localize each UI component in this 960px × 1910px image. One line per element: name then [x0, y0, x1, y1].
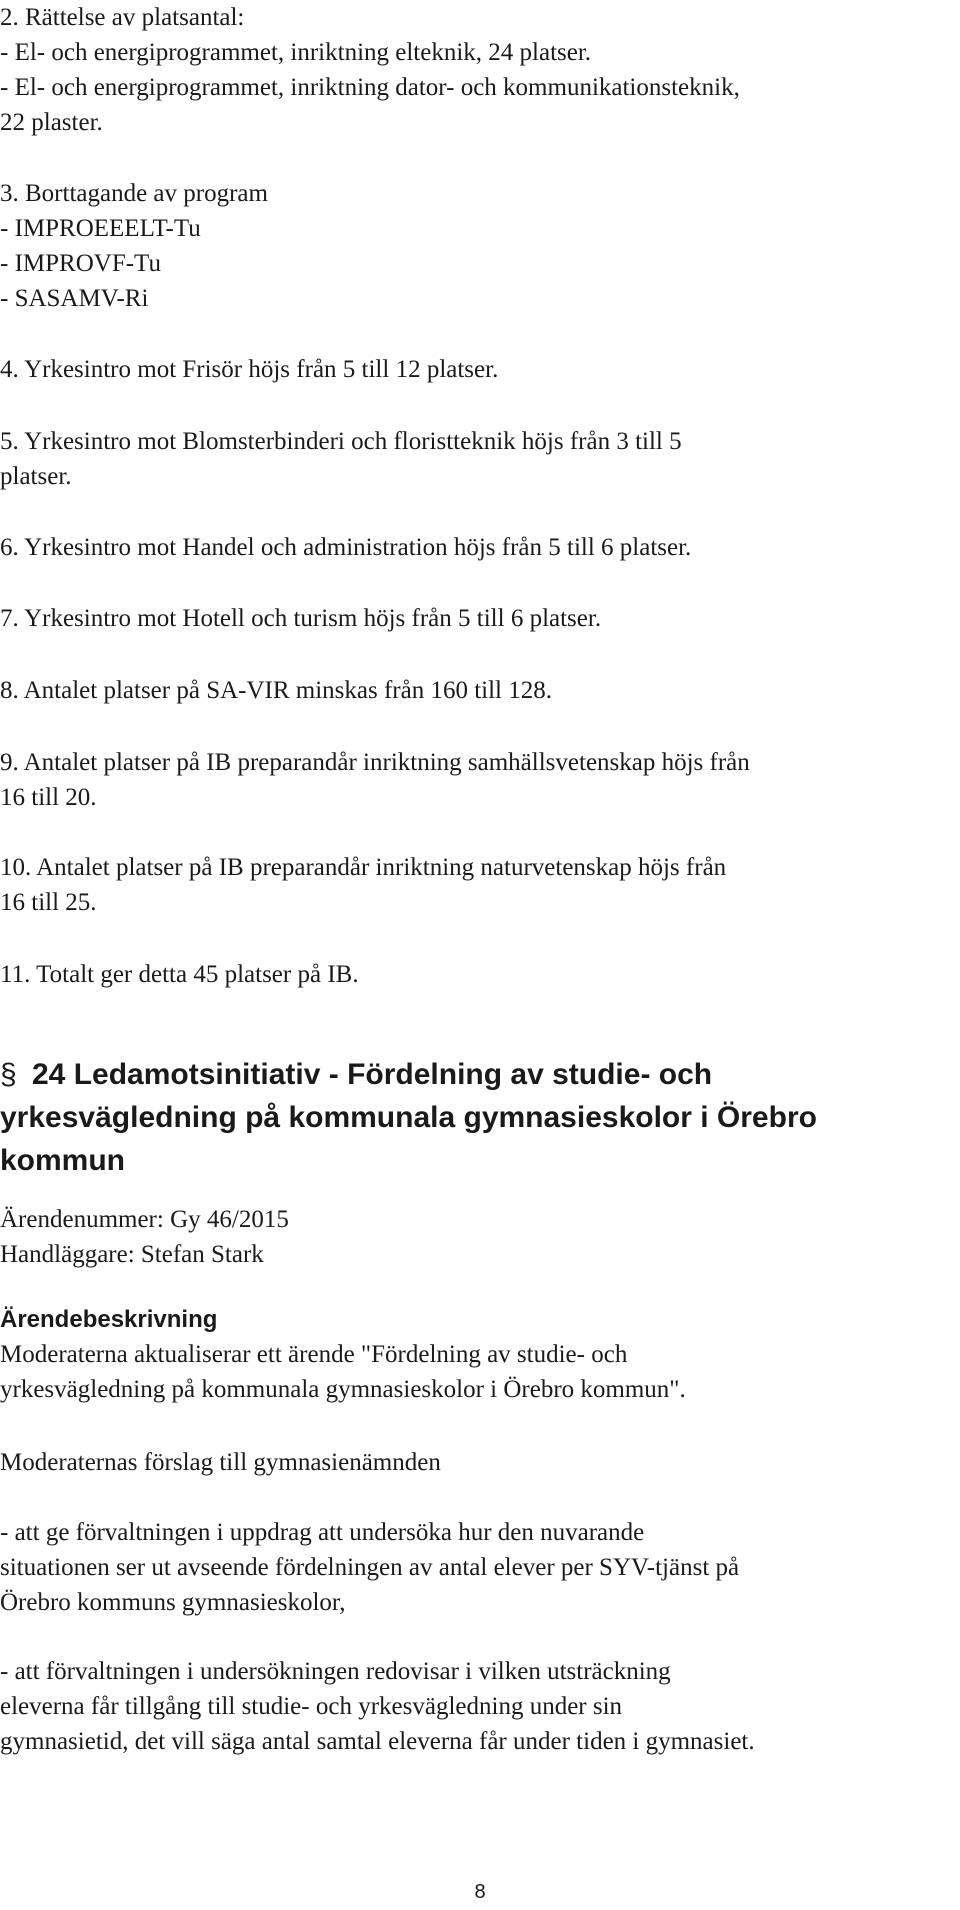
proposal-line: eleverna får tillgång till studie- och yrkesvägledning under sin	[0, 1693, 623, 1720]
case-description	[0, 1302, 940, 1407]
proposal-line: situationen ser ut avseende fördelningen av antal elever per SYV-tjänst på	[0, 1554, 740, 1581]
item-2-title: 2. Rättelse av platsantal:	[0, 4, 245, 31]
proposal-line: Örebro kommuns gymnasieskolor,	[0, 1589, 346, 1616]
item-10	[0, 850, 940, 920]
case-handler: Handläggare: Stefan Stark	[0, 1241, 264, 1268]
case-info	[0, 1202, 940, 1272]
item-3-line: - IMPROVF-Tu	[0, 250, 161, 277]
item-3-line: - IMPROEEELT-Tu	[0, 215, 201, 242]
item-5	[0, 424, 940, 494]
item-11	[0, 957, 940, 992]
item-4-line: 4. Yrkesintro mot Frisör höjs från 5 till 12 platser.	[0, 356, 499, 383]
section-heading	[0, 1053, 940, 1182]
item-10-line: 16 till 25.	[0, 889, 97, 916]
description-line: yrkesvägledning på kommunala gymnasieskolor i Örebro kommun".	[0, 1376, 686, 1403]
item-10-line: 10. Antalet platser på IB preparandår inriktning naturvetenskap höjs från	[0, 854, 727, 881]
item-9-line: 16 till 20.	[0, 784, 97, 811]
item-9	[0, 745, 940, 815]
proposal-item-2	[0, 1654, 940, 1759]
item-7-line: 7. Yrkesintro mot Hotell och turism höjs från 5 till 6 platser.	[0, 605, 602, 632]
item-2-line: - El- och energiprogrammet, inriktning elteknik, 24 platser.	[0, 39, 592, 66]
item-8-line: 8. Antalet platser på SA-VIR minskas från 160 till 128.	[0, 677, 553, 704]
item-9-line: 9. Antalet platser på IB preparandår inriktning samhällsvetenskap höjs från	[0, 749, 750, 776]
proposal-heading: Moderaternas förslag till gymnasienämnden	[0, 1449, 441, 1476]
description-heading: Ärendebeskrivning	[0, 1306, 218, 1333]
proposal-line: gymnasietid, det vill säga antal samtal eleverna får under tiden i gymnasiet.	[0, 1728, 755, 1755]
item-11-line: 11. Totalt ger detta 45 platser på IB.	[0, 961, 359, 988]
section-heading-line: kommun	[0, 1144, 126, 1177]
proposal-heading-block	[0, 1445, 940, 1480]
item-6	[0, 530, 940, 565]
item-6-line: 6. Yrkesintro mot Handel och administration höjs från 5 till 6 platser.	[0, 534, 692, 561]
item-3-title: 3. Borttagande av program	[0, 180, 268, 207]
item-3-line: - SASAMV-Ri	[0, 285, 149, 312]
proposal-line: - att ge förvaltningen i uppdrag att undersöka hur den nuvarande	[0, 1519, 645, 1546]
item-5-line: platser.	[0, 463, 72, 490]
page-number: 8	[474, 1881, 486, 1903]
item-3	[0, 176, 940, 316]
item-4	[0, 352, 940, 387]
item-8	[0, 673, 940, 708]
description-line: Moderaterna aktualiserar ett ärende "Fördelning av studie- och	[0, 1341, 628, 1368]
item-2-line: - El- och energiprogrammet, inriktning dator- och kommunikationsteknik,	[0, 74, 740, 101]
proposal-item-1	[0, 1515, 940, 1620]
item-2	[0, 0, 940, 140]
section-heading-line: yrkesvägledning på kommunala gymnasieskolor i Örebro	[0, 1101, 817, 1134]
section-heading-line: § 24 Ledamotsinitiativ - Fördelning av studie- och	[0, 1053, 940, 1096]
case-number: Ärendenummer: Gy 46/2015	[0, 1206, 289, 1233]
item-2-line: 22 plaster.	[0, 109, 103, 136]
item-5-line: 5. Yrkesintro mot Blomsterbinderi och floristteknik höjs från 3 till 5	[0, 428, 682, 455]
section-mark: §	[0, 1058, 17, 1091]
item-7	[0, 601, 940, 636]
proposal-line: - att förvaltningen i undersökningen redovisar i vilken utsträckning	[0, 1658, 671, 1685]
